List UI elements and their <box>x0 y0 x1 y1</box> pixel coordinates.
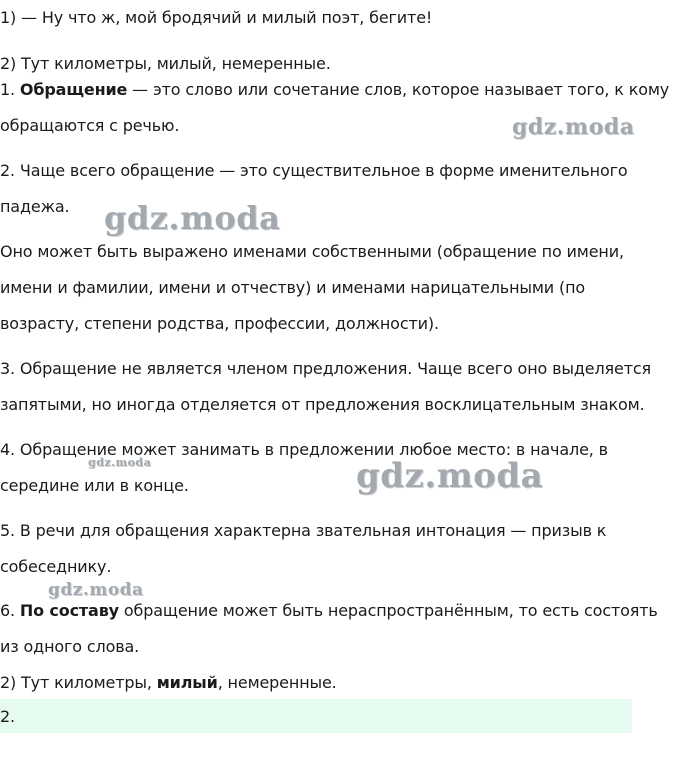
text-line: собеседнику. <box>0 557 112 576</box>
highlighted-answer-row <box>0 699 632 733</box>
text-line: 1. Обращение — это слово или сочетание слов, которое называет того, к кому <box>0 80 670 99</box>
watermark: gdz.moda <box>104 199 281 237</box>
text-line: Оно может быть выражено именами собственными (обращение по имени, <box>0 242 624 261</box>
watermark: gdz.moda <box>88 456 152 469</box>
text-line: запятыми, но иногда отделяется от предложения восклицательным знаком. <box>0 395 645 414</box>
term-bold: Обращение <box>19 80 128 99</box>
text-line: 1) — Ну что ж, мой бродячий и милый поэт, бегите! <box>0 8 433 27</box>
text-line: из одного слова. <box>0 637 140 656</box>
text-line: 2) Тут километры, милый, немеренные. <box>0 673 337 692</box>
text-line: возрасту, степени родства, профессии, должности). <box>0 314 439 333</box>
text-line: 2) Тут километры, милый, немеренные. <box>0 54 331 73</box>
text-line: 5. В речи для обращения характерна звательная интонация — призыв к <box>0 521 607 540</box>
term-bold: По составу <box>19 601 119 620</box>
text-line: 2. Чаще всего обращение — это существительное в форме именительного <box>0 161 628 180</box>
text-line: 3. Обращение не является членом предложения. Чаще всего оно выделяется <box>0 359 651 378</box>
watermark: gdz.moda <box>48 580 144 600</box>
text-line: имени и фамилии, имени и отчеству) и именами нарицательными (по <box>0 278 586 297</box>
watermark: gdz.moda <box>356 456 544 496</box>
text-line: 2. <box>0 707 15 726</box>
text-line: обращаются с речью. <box>0 116 180 135</box>
watermark: gdz.moda <box>512 114 635 140</box>
text-line: 4. Обращение может занимать в предложении любое место: в начале, в <box>0 440 608 459</box>
text-line: середине или в конце. <box>0 476 189 495</box>
text-line: падежа. <box>0 197 70 216</box>
term-bold: милый <box>156 673 218 692</box>
text-line: 6. По составу обращение может быть нераспространённым, то есть состоять <box>0 601 658 620</box>
